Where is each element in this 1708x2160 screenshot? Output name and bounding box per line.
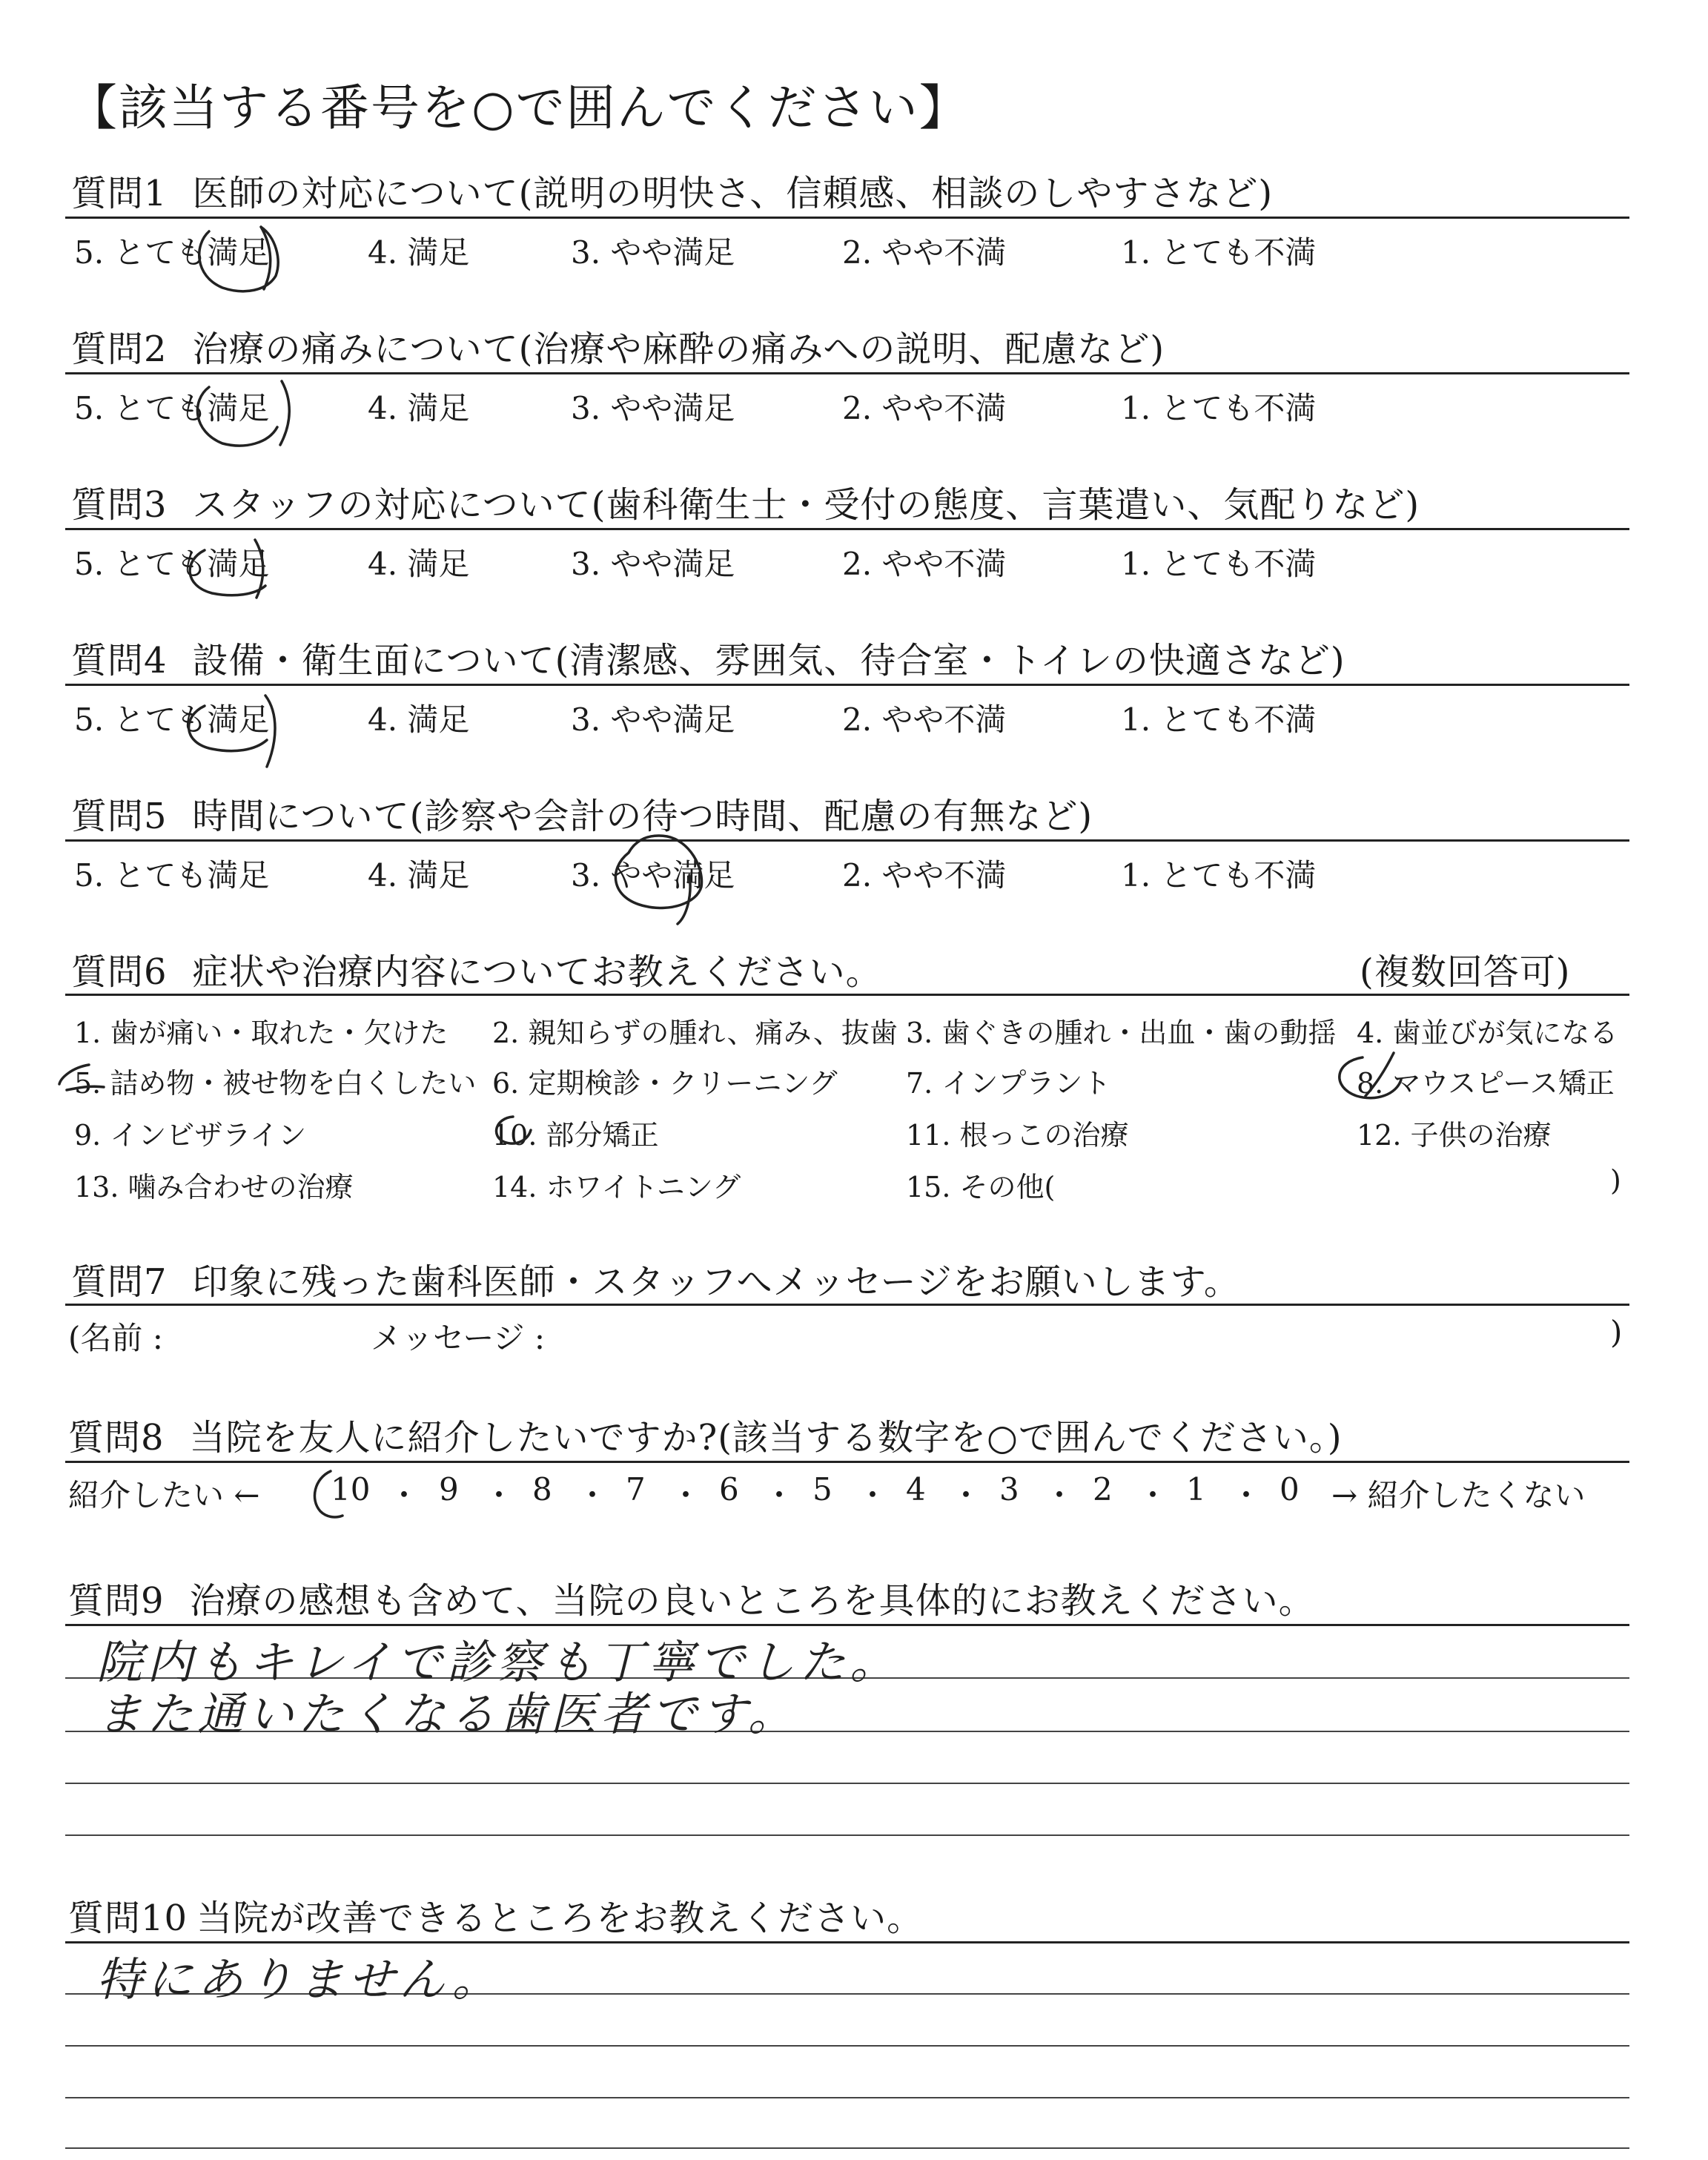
- q8-dot: ・: [764, 1477, 795, 1513]
- q3-label: 質問3: [71, 484, 168, 526]
- q6-opt-13[interactable]: 13. 噛み合わせの治療: [74, 1171, 354, 1203]
- q6-opt-7[interactable]: 7. インプラント: [906, 1067, 1111, 1100]
- q4-opt-5[interactable]: 5. とても満足: [74, 701, 270, 738]
- q7-name-label: (名前 :: [68, 1320, 163, 1356]
- q1-opt-2[interactable]: 2. やや不満: [842, 234, 1007, 271]
- q8-dot: ・: [1044, 1477, 1076, 1513]
- q3-text: スタッフの対応について(歯科衛生士・受付の態度、言葉遣い、気配りなど): [192, 484, 1420, 526]
- q10-label: 質問10: [68, 1898, 188, 1939]
- q6-opt-2[interactable]: 2. 親知らずの腫れ、痛み、抜歯: [492, 1017, 898, 1049]
- q8-dot: ・: [670, 1477, 702, 1513]
- q4-opt-2[interactable]: 2. やや不満: [842, 701, 1007, 738]
- q8-text: 当院を友人に紹介したいですか?(該当する数字を○で囲んでください。): [189, 1417, 1343, 1459]
- q3-opt-3[interactable]: 3. やや満足: [571, 546, 735, 582]
- q4-text: 設備・衛生面について(清潔感、雰囲気、待合室・トイレの快適さなど): [192, 640, 1345, 681]
- q6-opt-11[interactable]: 11. 根っこの治療: [906, 1119, 1129, 1152]
- q2-label: 質問2: [71, 328, 168, 370]
- q8-score-4[interactable]: 4: [906, 1471, 926, 1507]
- q1-opt-3[interactable]: 3. やや満足: [571, 234, 735, 271]
- q6-multiple-note: (複数回答可): [1360, 951, 1571, 993]
- q5-text: 時間について(診察や会計の待つ時間、配慮の有無など): [192, 796, 1093, 837]
- q8-dot: ・: [950, 1477, 982, 1513]
- q1-opt-5[interactable]: 5. とても満足: [74, 234, 270, 271]
- q5-circle-mark: [615, 836, 701, 924]
- q6-opt-9[interactable]: 9. インビザライン: [74, 1119, 307, 1152]
- q6-opt-6[interactable]: 6. 定期検診・クリーニング: [492, 1067, 838, 1100]
- q8-dot: ・: [1137, 1477, 1169, 1513]
- q6-label: 質問6: [71, 951, 168, 993]
- q3-circle-mark: [190, 540, 265, 598]
- q1-circle-mark: [199, 227, 278, 291]
- q6-opt-14[interactable]: 14. ホワイトニング: [492, 1171, 741, 1203]
- q2-opt-2[interactable]: 2. やや不満: [842, 390, 1007, 426]
- q2-opt-5[interactable]: 5. とても満足: [74, 390, 270, 426]
- q6-other-close: ): [1610, 1164, 1621, 1197]
- q9-text: 治療の感想も含めて、当院の良いところを具体的にお教えください。: [189, 1580, 1315, 1622]
- q2-opt-4[interactable]: 4. 満足: [368, 390, 470, 426]
- q8-dot: ・: [1231, 1477, 1262, 1513]
- q5-opt-2[interactable]: 2. やや不満: [842, 857, 1007, 894]
- q5-opt-4[interactable]: 4. 満足: [368, 857, 470, 894]
- q8-dot: ・: [577, 1477, 609, 1513]
- q10-answer-line-1[interactable]: 特にありません。: [96, 1952, 503, 2007]
- q6-mark-5: [59, 1065, 104, 1090]
- q6-opt-15[interactable]: 15. その他(: [906, 1171, 1056, 1203]
- q8-score-10[interactable]: 10: [331, 1471, 371, 1507]
- q4-opt-3[interactable]: 3. やや満足: [571, 701, 735, 738]
- q8-left-label: 紹介したい ←: [68, 1477, 260, 1513]
- q8-dot: ・: [388, 1477, 420, 1513]
- q2-opt-1[interactable]: 1. とても不満: [1121, 390, 1317, 426]
- q4-opt-4[interactable]: 4. 満足: [368, 701, 470, 738]
- q1-label: 質問1: [71, 173, 168, 214]
- q8-score-1[interactable]: 1: [1186, 1471, 1206, 1507]
- q6-opt-12[interactable]: 12. 子供の治療: [1357, 1119, 1552, 1152]
- q3-opt-1[interactable]: 1. とても不満: [1121, 546, 1317, 582]
- q8-dot: ・: [857, 1477, 889, 1513]
- q8-score-7[interactable]: 7: [626, 1471, 646, 1507]
- page-title: 【該当する番号を○で囲んでください】: [68, 79, 970, 136]
- q9-answer-line-2[interactable]: また通いたくなる歯医者です。: [96, 1687, 799, 1741]
- q8-score-6[interactable]: 6: [719, 1471, 739, 1507]
- q4-label: 質問4: [71, 640, 168, 681]
- q7-text: 印象に残った歯科医師・スタッフへメッセージをお願いします。: [192, 1261, 1240, 1303]
- q1-text: 医師の対応について(説明の明快さ、信頼感、相談のしやすさなど): [192, 173, 1274, 214]
- q8-score-9[interactable]: 9: [439, 1471, 459, 1507]
- q7-message-label: メッセージ :: [371, 1320, 545, 1356]
- q8-score-2[interactable]: 2: [1093, 1471, 1113, 1507]
- q5-opt-3[interactable]: 3. やや満足: [571, 857, 735, 894]
- q6-mark-10: [497, 1117, 531, 1143]
- q6-opt-3[interactable]: 3. 歯ぐきの腫れ・出血・歯の動揺: [906, 1017, 1337, 1049]
- q6-opt-1[interactable]: 1. 歯が痛い・取れた・欠けた: [74, 1017, 448, 1049]
- q2-text: 治療の痛みについて(治療や麻酔の痛みへの説明、配慮など): [192, 328, 1165, 370]
- q2-circle-mark: [197, 381, 289, 446]
- q5-label: 質問5: [71, 796, 168, 837]
- q9-answer-line-1[interactable]: 院内もキレイで診察も丁寧でした。: [96, 1635, 901, 1689]
- q10-text: 当院が改善できるところをお教えください。: [196, 1898, 924, 1939]
- q6-text: 症状や治療内容についてお教えください。: [192, 951, 882, 993]
- q7-close: ): [1610, 1314, 1623, 1350]
- q6-opt-10[interactable]: 10. 部分矯正: [492, 1119, 659, 1152]
- q1-opt-4[interactable]: 4. 満足: [368, 234, 470, 271]
- q4-circle-mark: [189, 696, 275, 767]
- q6-opt-5[interactable]: 5. 詰め物・被せ物を白くしたい: [74, 1067, 477, 1100]
- q8-dot: ・: [483, 1477, 515, 1513]
- q8-score-3[interactable]: 3: [999, 1471, 1019, 1507]
- q5-opt-5[interactable]: 5. とても満足: [74, 857, 270, 894]
- q1-opt-1[interactable]: 1. とても不満: [1121, 234, 1317, 271]
- q3-opt-2[interactable]: 2. やや不満: [842, 546, 1007, 582]
- q8-score-8[interactable]: 8: [532, 1471, 552, 1507]
- q6-opt-4[interactable]: 4. 歯並びが気になる: [1357, 1017, 1618, 1049]
- q3-opt-4[interactable]: 4. 満足: [368, 546, 470, 582]
- q4-opt-1[interactable]: 1. とても不満: [1121, 701, 1317, 738]
- q7-label: 質問7: [71, 1261, 168, 1303]
- q8-mark-10: [314, 1471, 342, 1517]
- q6-mark-8: [1340, 1053, 1401, 1098]
- q9-label: 質問9: [68, 1580, 165, 1622]
- q8-label: 質問8: [68, 1417, 165, 1459]
- q5-opt-1[interactable]: 1. とても不満: [1121, 857, 1317, 894]
- q2-opt-3[interactable]: 3. やや満足: [571, 390, 735, 426]
- q3-opt-5[interactable]: 5. とても満足: [74, 546, 270, 582]
- q8-score-5[interactable]: 5: [812, 1471, 833, 1507]
- q8-score-0[interactable]: 0: [1280, 1471, 1300, 1507]
- q6-opt-8[interactable]: 8. マウスピース矯正: [1357, 1067, 1615, 1100]
- q8-right-label: → 紹介したくない: [1331, 1477, 1586, 1513]
